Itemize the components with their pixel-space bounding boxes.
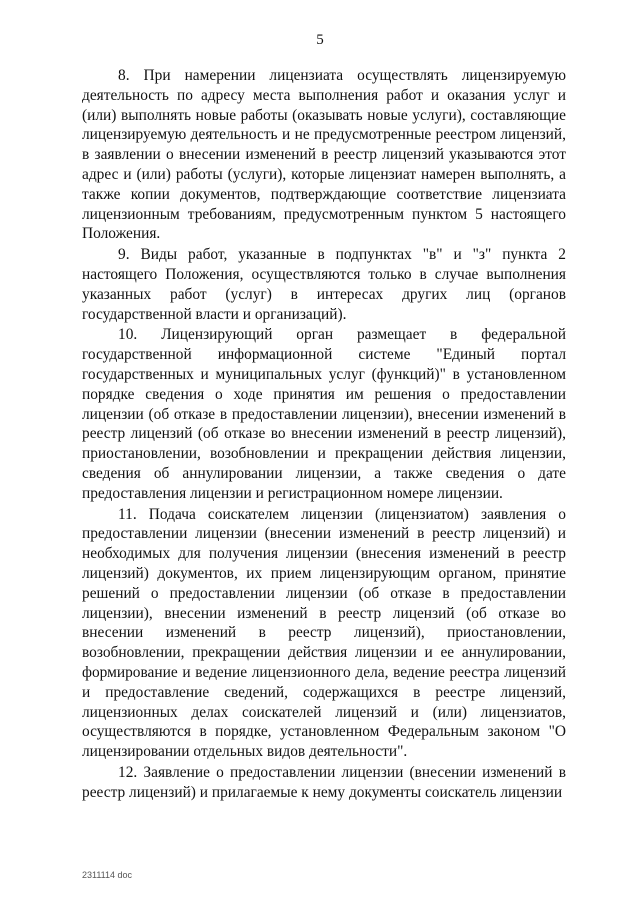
paragraph-9: 9. Виды работ, указанные в подпунктах "в" и "з" пункта 2 настоящего Положения, осуществляются только в случае выполнения указанных работ (услуг) в интересах других лиц (органов государственной власти и организаций).: [82, 246, 566, 323]
paragraph-12: 12. Заявление о предоставлении лицензии (внесении изменений в реестр лицензий) и прилагаемые к нему документы соискатель лицензии: [82, 763, 566, 801]
paragraph-10: 10. Лицензирующий орган размещает в федеральной государственной информационной системе "Единый портал государственных и муниципальных услуг (функций)" в установленном порядке сведения о ходе принятия им решения о предоставлении лицензии (об отказе в предоставлении лицензии), внесении изменений в реестр лицензий (об отказе во внесении изменений в реестр лицензий), приостановлении, возобновлении и прекращении действия лицензии, сведения об аннулировании лицензии, а также сведения о дате предоставления лицензии и регистрационном номере лицензии.: [82, 326, 566, 502]
paragraph-11: 11. Подача соискателем лицензии (лицензиатом) заявления о предоставлении лицензии (внесении изменений в реестр лицензий) и необходимых для получения лицензии (внесения изменений в реестр лицензий) документов, их прием лицензирующим органом, принятие решений о предоставлении лицензии (об отказе в предоставлении лицензии), внесении изменений в реестр лицензий (об отказе во внесении изменений в реестр лицензий), приостановлении, возобновлении, прекращении действия лицензии и ее аннулировании, формирование и ведение лицензионного дела, ведение реестра лицензий и предоставление сведений, содержащихся в реестре лицензий, лицензионных делах соискателей лицензий и (или) лицензиатов, осуществляются в порядке, установленном Федеральным законом "О лицензировании отдельных видов деятельности".: [82, 505, 566, 761]
paragraph-8: 8. При намерении лицензиата осуществлять лицензируемую деятельность по адресу места выполнения работ и оказания услуг и (или) выполнять новые работы (оказывать новые услуги), составляющие лицензируемую деятельность и не предусмотренные реестром лицензий, в заявлении о внесении изменений в реестр лицензий указываются этот адрес и (или) работы (услуги), которые лицензиат намерен выполнять, а также копии документов, подтверждающие соответствие лицензиата лицензионным требованиям, предусмотренным пунктом 5 настоящего Положения.: [82, 67, 566, 243]
document-footer-code: 2311114 doc: [82, 870, 133, 880]
page-number: 5: [316, 32, 324, 48]
document-body: [82, 66, 566, 803]
